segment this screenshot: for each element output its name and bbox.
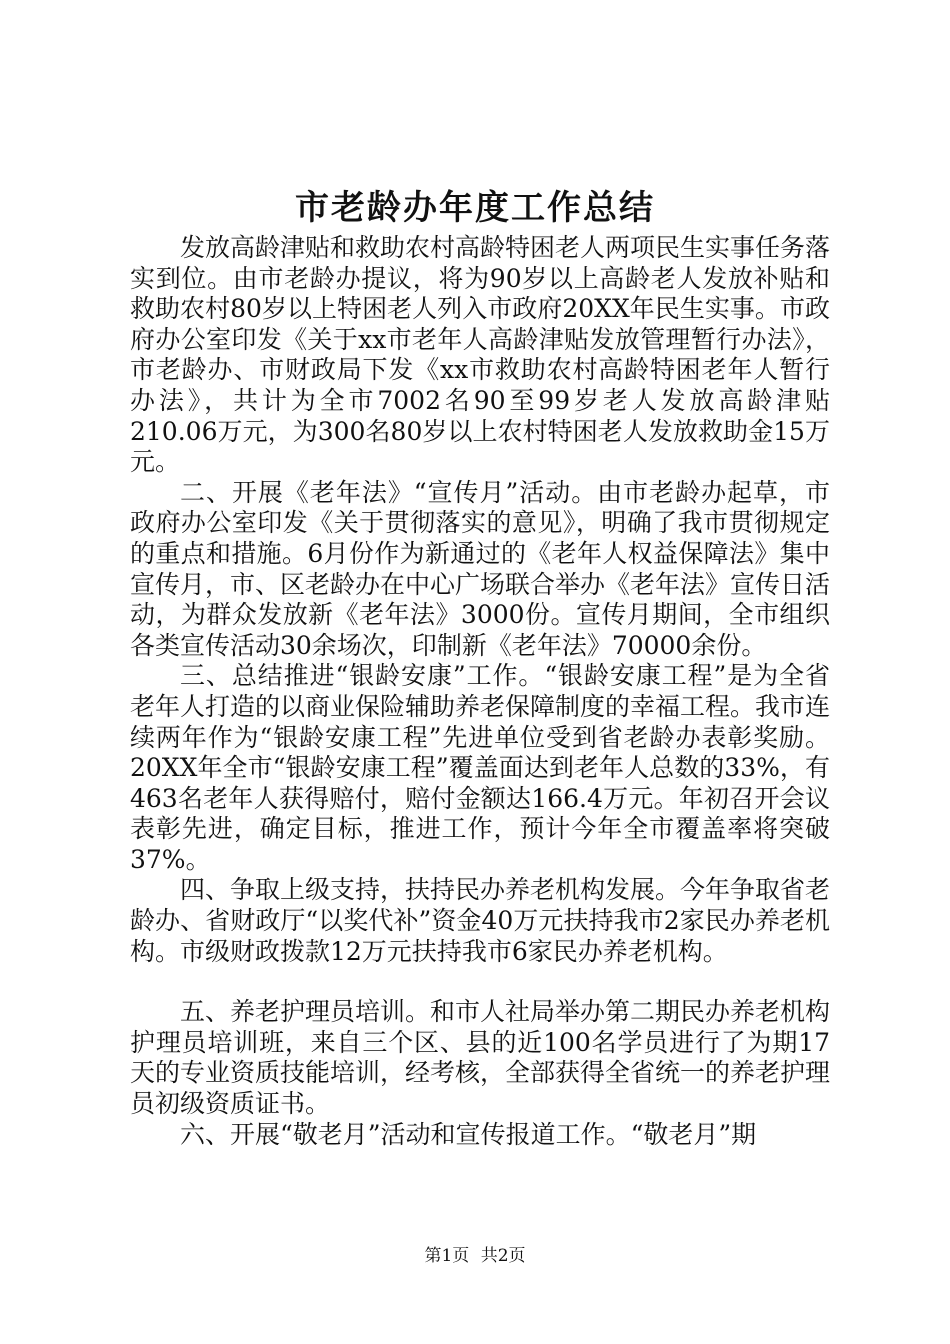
paragraph-4: 四、争取上级支持，扶持民办养老机构发展。今年争取省老龄办、省财政厅“以奖代补”资金40万元扶持我市2家民办养老机构。市级财政拨款12万元扶持我市6家民办养老机构。 (130, 875, 831, 966)
document-body (130, 233, 830, 1150)
paragraph-1: 发放高龄津贴和救助农村高龄特困老人两项民生实事任务落实到位。由市老龄办提议，将为90岁以上高龄老人发放补贴和救助农村80岁以上特困老人列入市政府20XX年民生实事。市政府办公室印发《关于xx市老年人高龄津贴发放管理暂行办法》，市老龄办、市财政局下发《xx市救助农村高龄特困老年人暂行办法》，共计为全市7002名90至99岁老人发放高龄津贴210.06万元，为300名80岁以上农村特困老人发放救助金15万元。 (130, 233, 831, 477)
paragraph-3: 三、总结推进“银龄安康”工作。“银龄安康工程”是为全省老年人打造的以商业保险辅助养老保障制度的幸福工程。我市连续两年作为“银龄安康工程”先进单位受到省老龄办表彰奖励。20XX年全市“银龄安康工程”覆盖面达到老年人总数的33%，有463名老年人获得赔付，赔付金额达166.4万元。年初召开会议表彰先进，确定目标，推进工作，预计今年全市覆盖率将突破37%。 (130, 661, 831, 874)
page-footer (0, 1244, 950, 1268)
page-total: 共2页 (480, 1246, 526, 1266)
page-number: 第1页 (424, 1246, 470, 1266)
paragraph-spacer (130, 967, 830, 997)
paragraph-5: 五、养老护理员培训。和市人社局举办第二期民办养老机构护理员培训班，来自三个区、县的近100名学员进行了为期17天的专业资质技能培训，经考核，全部获得全省统一的养老护理员初级资质证书。 (130, 997, 831, 1119)
document-title: 市老龄办年度工作总结 (295, 188, 655, 228)
paragraph-2: 二、开展《老年法》“宣传月”活动。由市老龄办起草，市政府办公室印发《关于贯彻落实的意见》，明确了我市贯彻规定的重点和措施。6月份作为新通过的《老年人权益保障法》集中宣传月，市、区老龄办在中心广场联合举办《老年法》宣传日活动，为群众发放新《老年法》3000份。宣传月期间，全市组织各类宣传活动30余场次，印制新《老年法》70000余份。 (130, 477, 831, 660)
paragraph-6: 六、开展“敬老月”活动和宣传报道工作。“敬老月”期 (180, 1119, 757, 1149)
